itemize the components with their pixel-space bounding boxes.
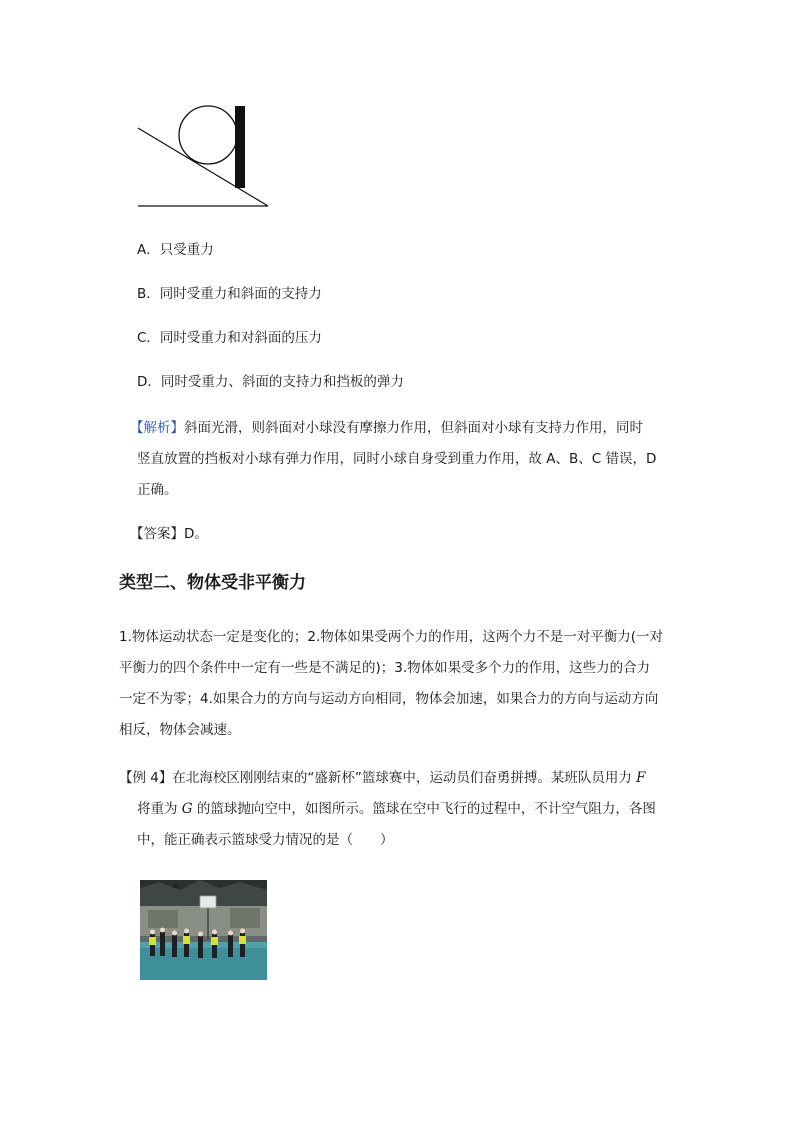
example-line-2: 将重为 G 的篮球抛向空中，如图所示。篮球在空中飞行的过程中，不计空气阻力，各图: [137, 801, 656, 817]
rules-line-4: 相反，物体会减速。: [119, 722, 241, 738]
rules-line-2: 平衡力的四个条件中一定有一些是不满足的)；3.物体如果受多个力的作用，这些力的合力: [119, 660, 651, 676]
example-tag: 【例 4】: [119, 770, 173, 786]
example-line-3: 中，能正确表示篮球受力情况的是（ ）: [137, 832, 394, 848]
ball: [179, 106, 237, 164]
incline-ball-figure: [130, 100, 280, 215]
analysis-line-2: 竖直放置的挡板对小球有弹力作用，同时小球自身受到重力作用，故 A、B、C 错误，D: [137, 451, 657, 467]
analysis-line-3: 正确。: [137, 482, 178, 498]
answer-value: D。: [184, 526, 208, 542]
answer-tag: 【答案】: [130, 526, 184, 542]
baffle-plate: [235, 106, 245, 188]
analysis-tag: 【解析】: [130, 420, 184, 436]
option-d: D．同时受重力、斜面的支持力和挡板的弹力: [137, 374, 404, 390]
option-a: A．只受重力: [137, 242, 214, 258]
analysis-line-1: 【解析】斜面光滑，则斜面对小球没有摩擦力作用，但斜面对小球有支持力作用，同时: [130, 420, 643, 436]
var-f: F: [636, 770, 646, 786]
basketball-game-photo: [140, 880, 267, 980]
section-heading: 类型二、物体受非平衡力: [119, 573, 306, 593]
answer-line: [130, 519, 208, 550]
option-c: C．同时受重力和对斜面的压力: [137, 330, 322, 346]
rules-line-1: 1.物体运动状态一定是变化的；2.物体如果受两个力的作用，这两个力不是一对平衡力(一对: [119, 629, 664, 645]
example-line-1: 【例 4】在北海校区刚刚结束的“盛新杯”篮球赛中，运动员们奋勇拼搏。某班队员用力 F: [119, 770, 646, 786]
var-g: G: [181, 801, 193, 817]
rules-line-3: 一定不为零；4.如果合力的方向与运动方向相同，物体会加速，如果合力的方向与运动方向: [119, 691, 659, 707]
option-b: B．同时受重力和斜面的支持力: [137, 286, 322, 302]
incline-line: [138, 128, 268, 206]
